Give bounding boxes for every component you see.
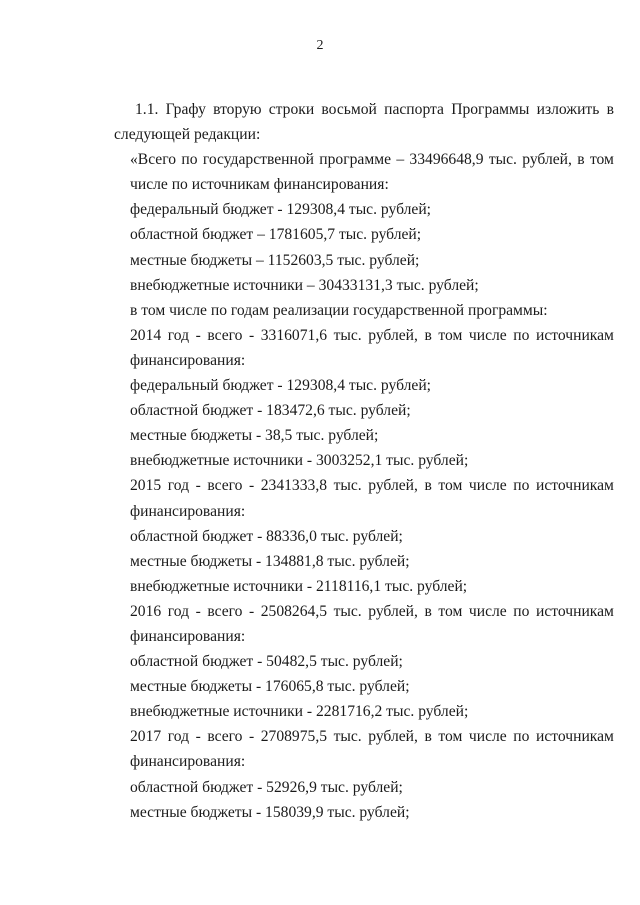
year-2014-local: местные бюджеты - 38,5 тыс. рублей;	[130, 427, 379, 445]
word: в	[424, 728, 432, 746]
word: 2508264,5	[260, 602, 328, 620]
word: том	[438, 477, 463, 495]
word: 2014	[130, 326, 162, 344]
word: в	[424, 477, 432, 495]
word: 33496648,9	[409, 151, 484, 169]
year-2015-line-1	[130, 473, 614, 498]
word: государственной	[202, 151, 314, 169]
total-line-2: числе по источникам финансирования:	[130, 176, 389, 194]
total-line-1	[130, 147, 614, 172]
word: вторую	[213, 101, 262, 118]
word: 2015	[130, 477, 162, 495]
word: том	[438, 326, 463, 344]
word: -	[248, 728, 255, 746]
word: всего	[207, 477, 243, 495]
word: рублей,	[368, 602, 418, 620]
word: год	[167, 326, 190, 344]
word: 1.1.	[135, 101, 159, 118]
word: программе	[319, 151, 391, 169]
word: 2341333,8	[260, 477, 328, 495]
word: том	[589, 151, 614, 169]
year-2014-line-1	[130, 323, 614, 348]
word: по	[513, 728, 530, 746]
word: восьмой	[321, 101, 377, 118]
word: тыс.	[333, 728, 362, 746]
word: по	[513, 326, 530, 344]
word: тыс.	[333, 602, 362, 620]
word: в	[424, 602, 432, 620]
word: -	[248, 477, 255, 495]
federal-budget-total: федеральный бюджет - 129308,4 тыс. рублей;	[130, 201, 432, 219]
word: 2017	[130, 728, 162, 746]
word: тыс.	[488, 151, 517, 169]
word: 2708975,5	[260, 728, 328, 746]
word: числе	[468, 477, 507, 495]
word: год	[167, 477, 190, 495]
year-2016-line-1	[130, 599, 614, 624]
word: год	[167, 602, 190, 620]
word: в	[606, 101, 614, 118]
word: -	[195, 326, 201, 344]
year-2014-federal: федеральный бюджет - 129308,4 тыс. рублей;	[130, 377, 432, 395]
document-body	[114, 97, 614, 825]
regional-budget-total: областной бюджет – 1781605,7 тыс. рублей;	[130, 226, 422, 244]
word: Программы	[451, 101, 530, 118]
word: всего	[207, 728, 243, 746]
word: том	[438, 602, 463, 620]
word: -	[195, 477, 201, 495]
word: по	[513, 477, 530, 495]
year-2017-line-2: финансирования:	[130, 753, 246, 771]
year-2017-line-1	[130, 724, 614, 749]
paragraph-1-1-line-2: следующей редакции:	[114, 126, 261, 144]
word: числе	[468, 326, 507, 344]
by-years-heading: в том числе по годам реализации государственной программы:	[130, 301, 548, 319]
word: источникам	[535, 728, 614, 746]
year-2014-extrabudgetary: внебюджетные источники - 3003252,1 тыс. рублей;	[130, 452, 469, 470]
word: изложить	[536, 101, 600, 118]
word: строки	[268, 101, 315, 118]
paragraph-1-1-line-1	[135, 97, 614, 122]
word: числе	[468, 602, 507, 620]
year-2016-extrabudgetary: внебюджетные источники - 2281716,2 тыс. рублей;	[130, 703, 469, 721]
word: рублей,	[368, 728, 418, 746]
year-2017-regional: областной бюджет - 52926,9 тыс. рублей;	[130, 778, 403, 796]
word: по	[513, 602, 530, 620]
year-2017-local: местные бюджеты - 158039,9 тыс. рублей;	[130, 803, 410, 821]
word: всего	[207, 326, 243, 344]
word: год	[167, 728, 190, 746]
local-budgets-total: местные бюджеты – 1152603,5 тыс. рублей;	[130, 251, 420, 269]
word: источникам	[535, 477, 614, 495]
word: рублей,	[368, 326, 418, 344]
page-number: 2	[316, 38, 324, 53]
year-2016-regional: областной бюджет - 50482,5 тыс. рублей;	[130, 653, 403, 671]
word: тыс.	[333, 477, 362, 495]
word: -	[248, 326, 255, 344]
word: Графу	[165, 101, 206, 118]
word: по	[181, 151, 198, 169]
word: –	[396, 151, 405, 169]
word: всего	[207, 602, 243, 620]
year-2014-regional: областной бюджет - 183472,6 тыс. рублей;	[130, 402, 411, 420]
word: -	[248, 602, 255, 620]
extrabudgetary-total: внебюджетные источники – 30433131,3 тыс. рублей;	[130, 276, 479, 294]
word: источникам	[535, 602, 614, 620]
word: «Всего	[130, 151, 177, 169]
word: рублей,	[368, 477, 418, 495]
year-2015-extrabudgetary: внебюджетные источники - 2118116,1 тыс. рублей;	[130, 577, 468, 595]
word: -	[195, 602, 201, 620]
word: тыс.	[333, 326, 362, 344]
year-2016-line-2: финансирования:	[130, 627, 246, 645]
year-2014-line-2: финансирования:	[130, 351, 246, 369]
word: в	[577, 151, 585, 169]
word: 2016	[130, 602, 162, 620]
year-2015-line-2: финансирования:	[130, 502, 246, 520]
word: 3316071,6	[260, 326, 328, 344]
word: -	[195, 728, 201, 746]
word: паспорта	[384, 101, 444, 118]
word: рублей,	[522, 151, 572, 169]
word: числе	[468, 728, 507, 746]
word: в	[424, 326, 432, 344]
word: том	[438, 728, 463, 746]
year-2015-local: местные бюджеты - 134881,8 тыс. рублей;	[130, 552, 410, 570]
year-2016-local: местные бюджеты - 176065,8 тыс. рублей;	[130, 678, 410, 696]
year-2015-regional: областной бюджет - 88336,0 тыс. рублей;	[130, 527, 403, 545]
word: источникам	[535, 326, 614, 344]
